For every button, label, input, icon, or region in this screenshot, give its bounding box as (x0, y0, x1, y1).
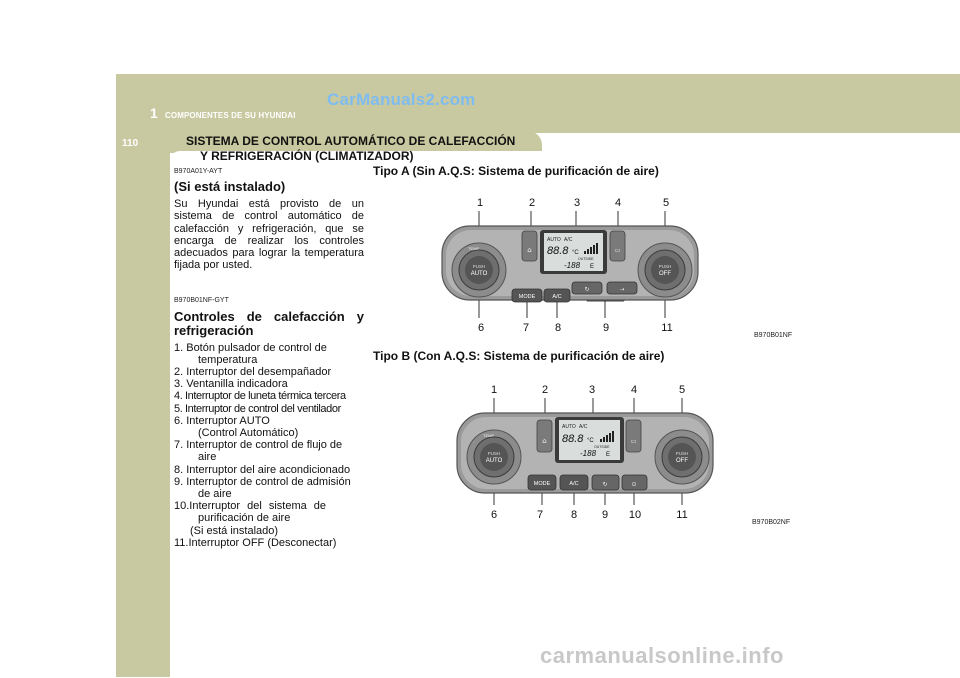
list-item (174, 403, 364, 415)
control-panel-type-b (455, 395, 715, 511)
callout-number: 6 (490, 509, 498, 521)
callout-number: 2 (528, 197, 536, 209)
list-item (174, 342, 364, 366)
rear-defrost-icon: ▭ (630, 438, 637, 445)
callout-number: 3 (573, 197, 581, 209)
defrost-icon: ⌂ (527, 246, 532, 254)
callout-number: 7 (522, 322, 530, 334)
figure-b-title: Tipo B (Con A.Q.S: Sistema de purificación de aire) (373, 349, 665, 363)
list-item (174, 378, 364, 390)
rear-defrost-button[interactable] (626, 420, 641, 452)
callout-number: 8 (570, 509, 578, 521)
list-item-text: 8. Interruptor del aire acondicionado (174, 463, 351, 476)
off-button[interactable] (651, 256, 679, 284)
display-auto: AUTO (562, 424, 576, 430)
callout-number: 3 (588, 384, 596, 396)
push-label: PUSH (487, 451, 501, 456)
list-item-sub: temperatura (198, 353, 258, 366)
callout-number: 4 (630, 384, 638, 396)
list-item-text: 10.Interruptor del sistema de (174, 500, 327, 513)
list-item (174, 390, 364, 402)
off-label: OFF (659, 271, 671, 277)
list-item-text: 6. Interruptor AUTO (174, 414, 270, 427)
figure-a-code: B970B01NF (754, 332, 793, 339)
auto-label: AUTO (470, 271, 488, 277)
list-item (174, 439, 364, 463)
intro-code: B970A01Y-AYT (174, 168, 223, 175)
list-item (174, 537, 364, 549)
chapter-number: 1 (150, 105, 158, 121)
display-temp: 88.8 (562, 433, 584, 445)
display-temp: 88.8 (547, 245, 569, 257)
display-auto: AUTO (547, 237, 561, 243)
rear-defrost-icon: ▭ (614, 247, 621, 254)
display-ac: A/C (564, 237, 573, 243)
callout-number: 9 (602, 322, 610, 334)
list-item-text: 11.Interruptor OFF (Desconectar) (174, 536, 337, 549)
display-outside-unit: E (606, 452, 611, 458)
list-item-text: 5. Interruptor de control del ventilador (174, 402, 341, 415)
list-item (174, 366, 364, 378)
section-title-line1: SISTEMA DE CONTROL AUTOMÁTICO DE CALEFACCIÓN (186, 134, 516, 148)
display-unit: °C (587, 438, 594, 444)
ac-label: A/C (569, 481, 579, 487)
fresh-air-icon: ⇢ (619, 286, 625, 293)
list-item (174, 500, 364, 537)
callout-number: 5 (662, 197, 670, 209)
list-item-sub: de aire (198, 488, 232, 501)
display-outside: OUTSIDE (594, 445, 610, 449)
display-ac: A/C (579, 424, 588, 430)
list-item-text: 7. Interruptor de control de flujo de (174, 439, 343, 452)
callout-number: 8 (554, 322, 562, 334)
display-outside-temp: -188 (564, 261, 581, 270)
callout-number: 4 (614, 197, 622, 209)
callout-number: 2 (541, 384, 549, 396)
section-title (186, 134, 515, 164)
control-panel-type-a (440, 208, 700, 324)
callout-number: 6 (477, 322, 485, 334)
list-item-text: 9. Interruptor de control de admisión (174, 475, 351, 488)
list-item-text: 2. Interruptor del desempañador (174, 366, 332, 379)
watermark-bottom[interactable]: carmanualsonline.info (540, 643, 784, 668)
rear-defrost-button[interactable] (610, 231, 625, 261)
off-button[interactable] (668, 443, 696, 471)
list-item-sub: aire (198, 451, 217, 464)
intro-paragraph: Su Hyundai está provisto de un sistema de control automático de calefacción y refrigeración, que se encarga de realizar los controles adecuados para lograr la temperatura fijada por usted. (174, 198, 364, 272)
controls-heading-text: Controles de calefacción y refrigeración (174, 308, 364, 338)
controls-code: B970B01NF-GYT (174, 297, 229, 305)
callout-number: 1 (476, 197, 484, 209)
mode-label: MODE (518, 294, 536, 300)
page-number: 110 (122, 138, 139, 149)
watermark-top[interactable]: CarManuals2.com (327, 90, 476, 109)
display-outside-temp: -188 (580, 449, 597, 458)
callout-number: 11 (676, 509, 688, 521)
temp-label: TEMP (483, 433, 495, 438)
temp-label: TEMP (468, 246, 480, 251)
recirculation-icon: ↻ (584, 286, 590, 293)
auto-button[interactable] (465, 256, 493, 284)
auto-label: AUTO (485, 458, 503, 464)
list-item-sub: (Control Automático) (198, 427, 299, 440)
display-unit: °C (572, 250, 579, 256)
list-item-text: 3. Ventanilla indicadora (174, 378, 288, 391)
intro-heading: (Si está instalado) (174, 179, 286, 195)
auto-button[interactable] (480, 443, 508, 471)
aqs-icon: ⊙ (631, 481, 637, 488)
side-band (116, 133, 170, 677)
list-item-text: 1. Botón pulsador de control de (174, 341, 327, 354)
display-outside-unit: E (590, 264, 595, 270)
list-item-sub: purificación de aire (198, 512, 291, 525)
push-label: PUSH (658, 264, 672, 269)
push-label: PUSH (472, 264, 486, 269)
text-column (174, 166, 364, 549)
chapter-title: COMPONENTES DE SU HYUNDAI (165, 111, 296, 120)
callout-number: 1 (490, 384, 498, 396)
list-item (174, 415, 364, 439)
callout-number: 11 (661, 322, 673, 334)
mode-label: MODE (533, 481, 551, 487)
header-band (116, 74, 960, 133)
list-item (174, 476, 364, 500)
push-label: PUSH (675, 451, 689, 456)
callout-number: 5 (678, 384, 686, 396)
ac-label: A/C (552, 294, 562, 300)
defrost-icon: ⌂ (542, 437, 547, 445)
list-item-text: 4. Interruptor de luneta térmica tercera (174, 390, 346, 403)
defrost-button[interactable] (537, 420, 552, 452)
callout-number: 10 (628, 509, 642, 521)
intake-icon: ↻ (602, 481, 608, 488)
section-title-line2: Y REFRIGERACIÓN (CLIMATIZADOR) (200, 149, 414, 163)
display-outside: OUTSIDE (578, 257, 594, 261)
off-label: OFF (676, 458, 688, 464)
figure-a-title: Tipo A (Sin A.Q.S: Sistema de purificación de aire) (373, 164, 659, 178)
list-item (174, 464, 364, 476)
list-item-sub: (Si está instalado) (190, 524, 279, 537)
figure-b-code: B970B02NF (752, 519, 791, 526)
controls-list (174, 342, 364, 549)
callout-number: 9 (601, 509, 609, 521)
controls-heading (174, 310, 364, 338)
callout-number: 7 (536, 509, 544, 521)
